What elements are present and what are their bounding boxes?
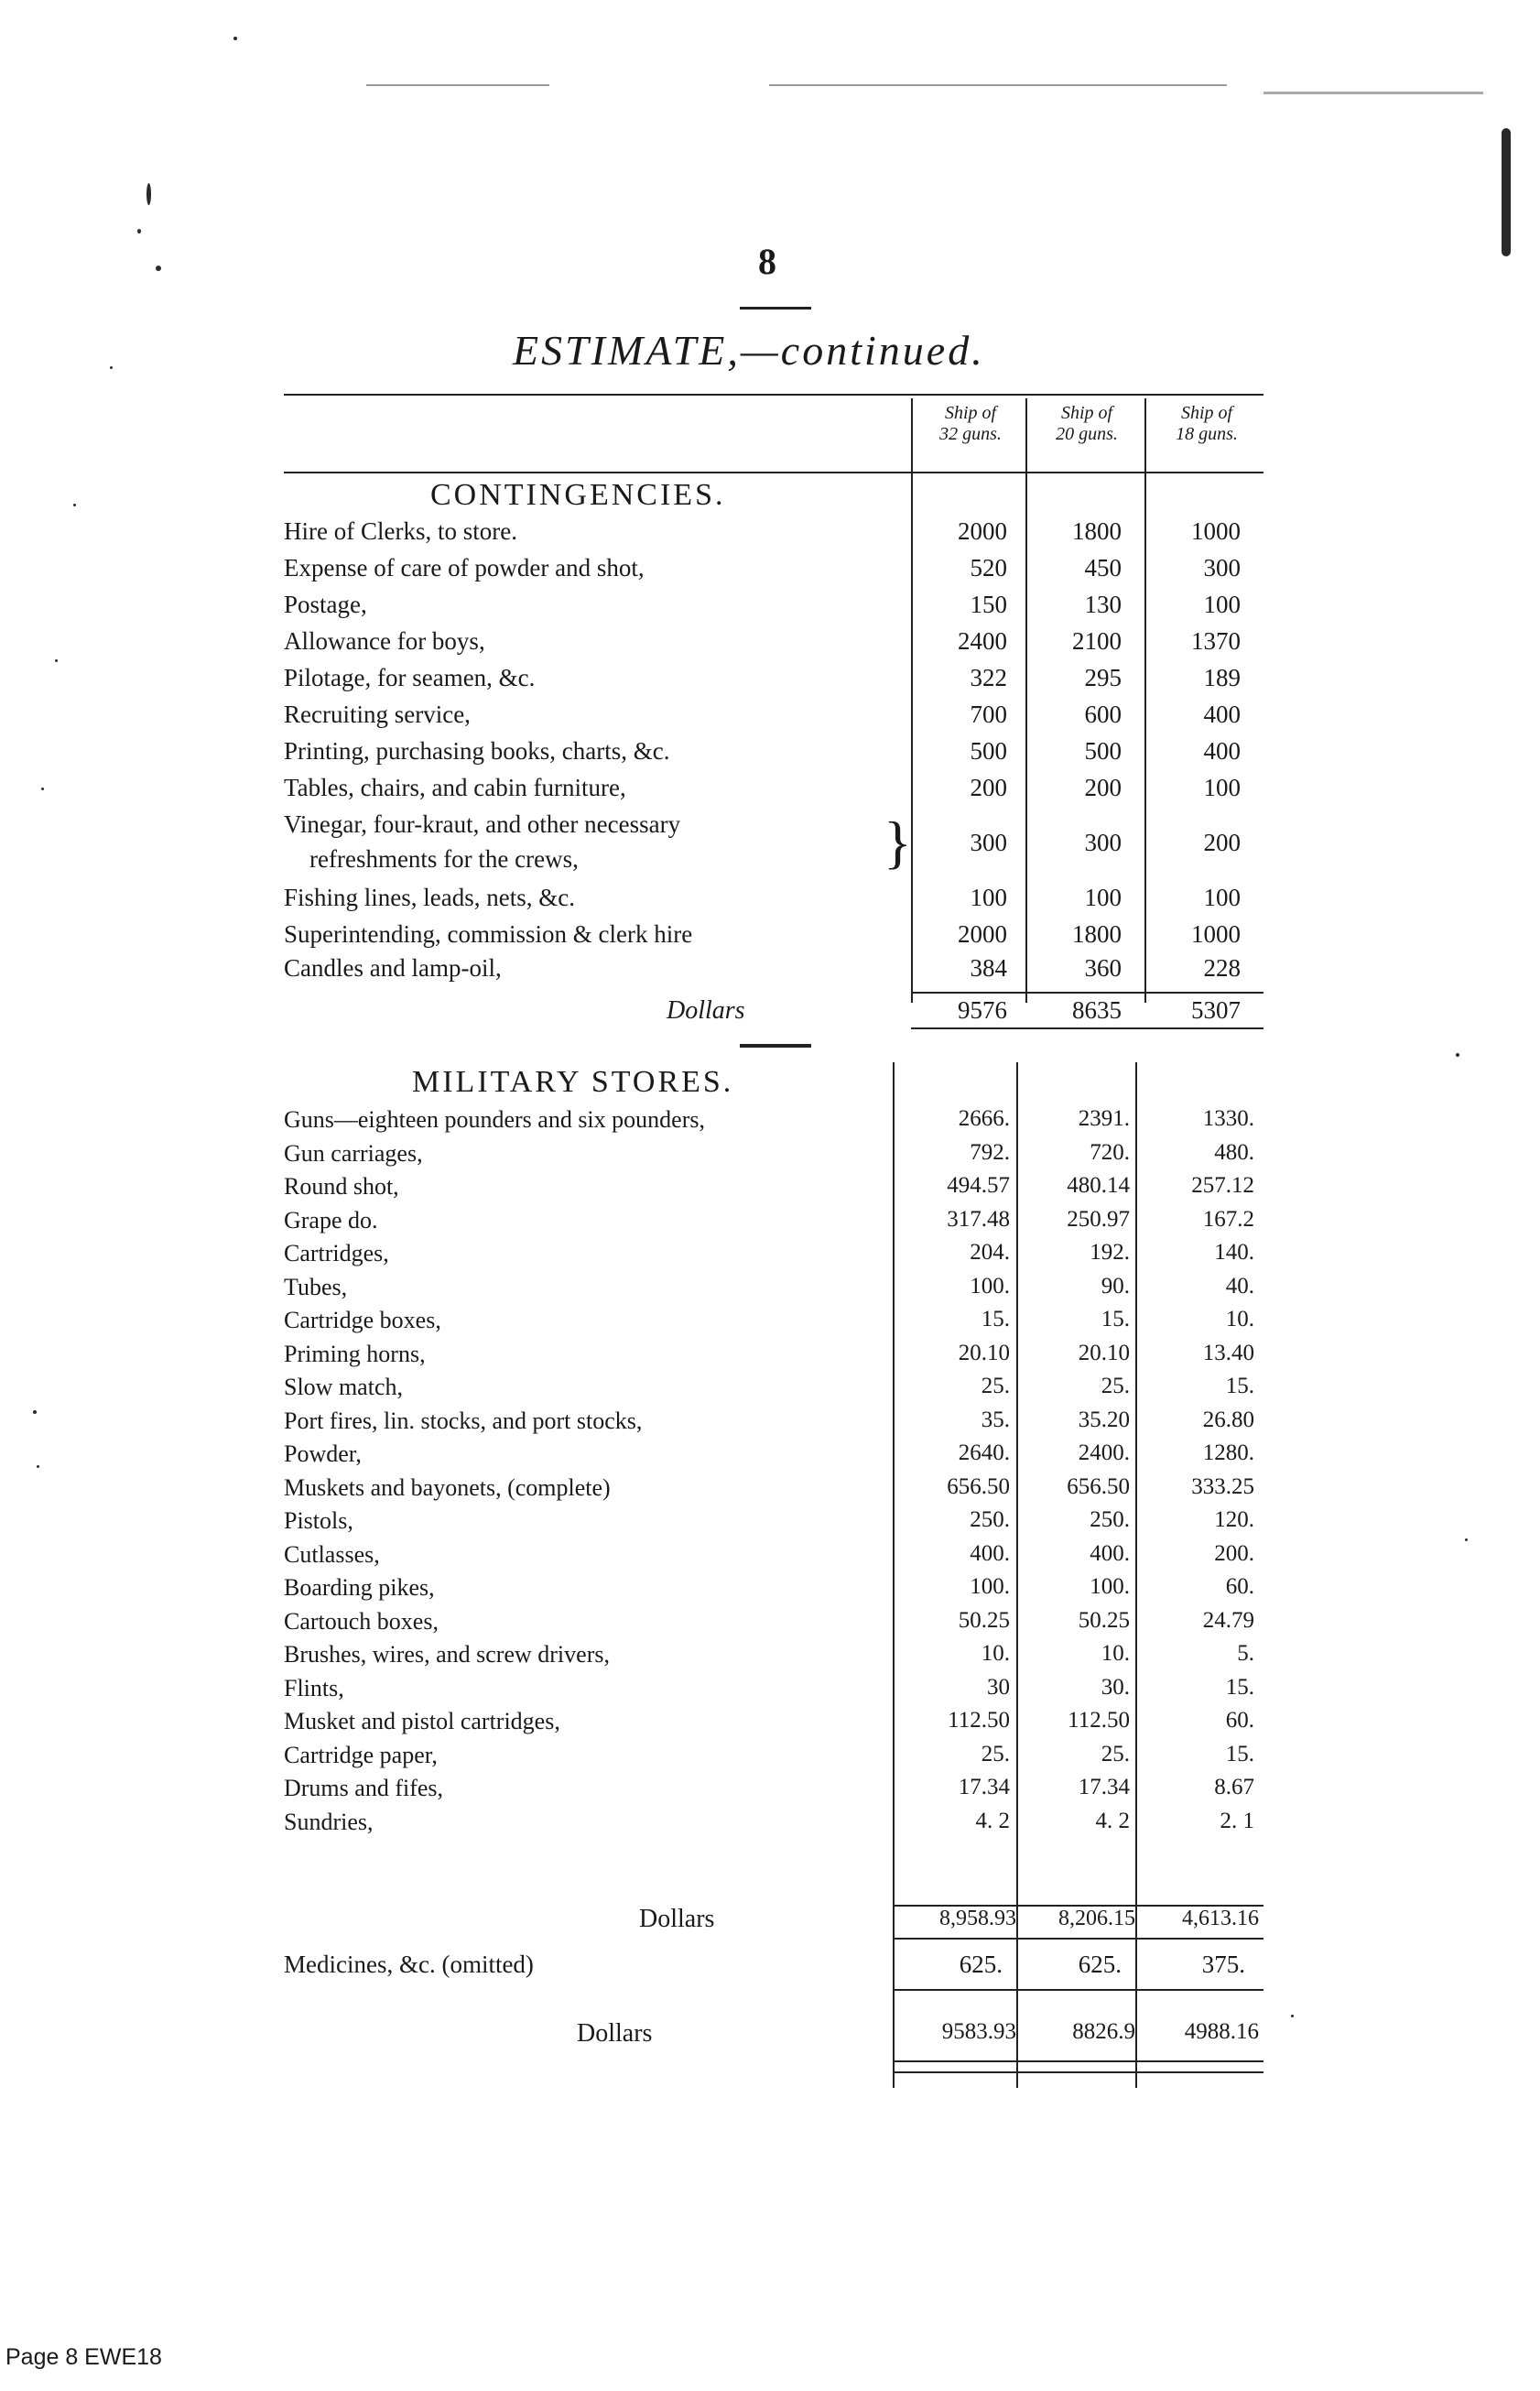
value-cell: 2391. bbox=[1078, 1106, 1130, 1131]
value-cell: 100 bbox=[1084, 884, 1122, 911]
value-cell: 1280. bbox=[1202, 1440, 1254, 1465]
row-label: Port fires, lin. stocks, and port stocks, bbox=[284, 1407, 643, 1434]
row-label: Candles and lamp-oil, bbox=[284, 954, 502, 982]
table-row bbox=[284, 920, 1263, 957]
medicines-value-2: 625. bbox=[1078, 1951, 1122, 1978]
row-label: Tubes, bbox=[284, 1274, 348, 1300]
row-label: Allowance for boys, bbox=[284, 627, 485, 655]
row-label: Musket and pistol cartridges, bbox=[284, 1708, 560, 1734]
grand-total-3: 4988.16 bbox=[1184, 2019, 1259, 2044]
value-cell: 792. bbox=[970, 1140, 1010, 1165]
row-label: Drums and fifes, bbox=[284, 1775, 444, 1801]
table-row bbox=[284, 810, 1263, 884]
value-cell: 35.20 bbox=[1078, 1407, 1130, 1432]
value-cell: 192. bbox=[1090, 1240, 1130, 1265]
value-cell: 1800 bbox=[1072, 517, 1122, 545]
value-cell: 50.25 bbox=[1078, 1608, 1130, 1633]
row-label-continuation: refreshments for the crews, bbox=[309, 845, 579, 873]
table-row bbox=[0, 1809, 1540, 1842]
table-row bbox=[284, 737, 1263, 774]
row-label: Cartridges, bbox=[284, 1240, 389, 1266]
medicines-value-3: 375. bbox=[1201, 1951, 1245, 1978]
section-heading-contingencies: CONTINGENCIES. bbox=[430, 478, 726, 512]
row-label: Fishing lines, leads, nets, &c. bbox=[284, 884, 575, 911]
table-row bbox=[284, 627, 1263, 664]
value-cell: 30. bbox=[1101, 1675, 1130, 1700]
military-total-underline bbox=[893, 1938, 1263, 1940]
table-row bbox=[0, 1742, 1540, 1775]
contingencies-total-1: 9576 bbox=[958, 996, 1007, 1024]
table-row bbox=[0, 1274, 1540, 1307]
row-label: Pilotage, for seamen, &c. bbox=[284, 664, 536, 691]
value-cell: 50.25 bbox=[958, 1608, 1010, 1633]
value-cell: 100 bbox=[970, 884, 1007, 911]
value-cell: 200 bbox=[1203, 829, 1241, 856]
value-cell: 25. bbox=[981, 1742, 1010, 1766]
grand-total-underline bbox=[893, 2060, 1263, 2062]
value-cell: 200 bbox=[1084, 774, 1122, 801]
value-cell: 300 bbox=[1084, 829, 1122, 856]
table-row bbox=[284, 701, 1263, 737]
table-row bbox=[284, 591, 1263, 627]
column-header-1: Ship of 32 guns. bbox=[939, 403, 1002, 444]
value-cell: 100. bbox=[970, 1274, 1010, 1299]
value-cell: 500 bbox=[970, 737, 1007, 765]
value-cell: 700 bbox=[970, 701, 1007, 728]
row-label: Muskets and bayonets, (complete) bbox=[284, 1474, 611, 1501]
value-cell: 1330. bbox=[1202, 1106, 1254, 1131]
estimate-title: ESTIMATE,—continued. bbox=[513, 327, 985, 374]
value-cell: 360 bbox=[1084, 954, 1122, 982]
value-cell: 130 bbox=[1084, 591, 1122, 618]
row-label: Printing, purchasing books, charts, &c. bbox=[284, 737, 670, 765]
value-cell: 204. bbox=[970, 1240, 1010, 1265]
value-cell: 2000 bbox=[958, 517, 1007, 545]
value-cell: 322 bbox=[970, 664, 1007, 691]
row-label: Boarding pikes, bbox=[284, 1574, 435, 1601]
value-cell: 60. bbox=[1225, 1708, 1254, 1733]
row-label: Gun carriages, bbox=[284, 1140, 423, 1167]
value-cell: 1800 bbox=[1072, 920, 1122, 948]
row-label: Slow match, bbox=[284, 1374, 403, 1400]
column-header-3: Ship of 18 guns. bbox=[1176, 403, 1238, 444]
value-cell: 494.57 bbox=[947, 1173, 1010, 1198]
value-cell: 20.10 bbox=[1078, 1341, 1130, 1365]
row-label: Postage, bbox=[284, 591, 367, 618]
value-cell: 25. bbox=[1101, 1374, 1130, 1398]
value-cell: 400 bbox=[1203, 737, 1241, 765]
table-row bbox=[0, 1307, 1540, 1340]
value-cell: 333.25 bbox=[1191, 1474, 1254, 1499]
value-cell: 200. bbox=[1214, 1541, 1254, 1566]
value-cell: 100. bbox=[970, 1574, 1010, 1599]
value-cell: 480. bbox=[1214, 1140, 1254, 1165]
value-cell: 228 bbox=[1203, 954, 1241, 982]
table-row bbox=[0, 1608, 1540, 1641]
brace: } bbox=[884, 810, 912, 875]
value-cell: 10. bbox=[1101, 1641, 1130, 1666]
title-rule bbox=[740, 307, 811, 310]
value-cell: 2000 bbox=[958, 920, 1007, 948]
value-cell: 25. bbox=[981, 1374, 1010, 1398]
table-row bbox=[284, 664, 1263, 701]
value-cell: 112.50 bbox=[1068, 1708, 1130, 1733]
value-cell: 100 bbox=[1203, 884, 1241, 911]
value-cell: 40. bbox=[1225, 1274, 1254, 1299]
table-row bbox=[0, 1207, 1540, 1240]
row-label: Pistols, bbox=[284, 1507, 353, 1534]
page-number: 8 bbox=[758, 241, 776, 282]
value-cell: 30 bbox=[987, 1675, 1010, 1700]
value-cell: 250.97 bbox=[1067, 1207, 1130, 1232]
value-cell: 600 bbox=[1084, 701, 1122, 728]
value-cell: 1000 bbox=[1191, 517, 1241, 545]
table-row bbox=[0, 1641, 1540, 1674]
value-cell: 2. 1 bbox=[1220, 1809, 1254, 1833]
column-header-2: Ship of 20 guns. bbox=[1056, 403, 1118, 444]
grand-total-double-underline bbox=[893, 2071, 1263, 2073]
value-cell: 1370 bbox=[1191, 627, 1241, 655]
row-label: Cartridge boxes, bbox=[284, 1307, 441, 1333]
row-label: Expense of care of powder and shot, bbox=[284, 554, 645, 581]
table-row bbox=[0, 1708, 1540, 1741]
value-cell: 250. bbox=[1090, 1507, 1130, 1532]
value-cell: 35. bbox=[981, 1407, 1010, 1432]
table-row bbox=[0, 1675, 1540, 1708]
table-top-rule bbox=[284, 394, 1263, 396]
grand-total-2: 8826.9 bbox=[1072, 2019, 1135, 2044]
value-cell: 4. 2 bbox=[975, 1809, 1010, 1833]
value-cell: 15. bbox=[1225, 1742, 1254, 1766]
table-row bbox=[284, 554, 1263, 591]
value-cell: 100. bbox=[1090, 1574, 1130, 1599]
table-row bbox=[0, 1173, 1540, 1206]
value-cell: 13.40 bbox=[1202, 1341, 1254, 1365]
value-cell: 656.50 bbox=[947, 1474, 1010, 1499]
value-cell: 24.79 bbox=[1202, 1608, 1254, 1633]
grand-total-1: 9583.93 bbox=[941, 2019, 1016, 2044]
medicines-value-1: 625. bbox=[959, 1951, 1003, 1978]
row-label: Cutlasses, bbox=[284, 1541, 380, 1568]
table-row bbox=[0, 1440, 1540, 1473]
value-cell: 112.50 bbox=[948, 1708, 1010, 1733]
table-row bbox=[284, 517, 1263, 554]
row-label: Guns—eighteen pounders and six pounders, bbox=[284, 1106, 705, 1133]
section-heading-military-stores: MILITARY STORES. bbox=[412, 1065, 734, 1099]
value-cell: 189 bbox=[1203, 664, 1241, 691]
contingencies-total-underline bbox=[911, 1027, 1263, 1029]
row-label: Priming horns, bbox=[284, 1341, 426, 1367]
value-cell: 2666. bbox=[958, 1106, 1010, 1131]
row-label: Vinegar, four-kraut, and other necessary bbox=[284, 810, 681, 838]
table-row bbox=[0, 1374, 1540, 1407]
value-cell: 300 bbox=[1203, 554, 1241, 581]
value-cell: 400 bbox=[1203, 701, 1241, 728]
table-row bbox=[0, 1106, 1540, 1139]
row-label: Brushes, wires, and screw drivers, bbox=[284, 1641, 610, 1668]
value-cell: 17.34 bbox=[1078, 1775, 1130, 1799]
header-bottom-rule bbox=[284, 472, 1263, 473]
military-total-3: 4,613.16 bbox=[1182, 1907, 1259, 1930]
contingencies-total-label: Dollars bbox=[667, 996, 745, 1025]
value-cell: 167.2 bbox=[1202, 1207, 1254, 1232]
row-label: Flints, bbox=[284, 1675, 344, 1701]
row-label: Grape do. bbox=[284, 1207, 378, 1234]
contingencies-sum-rule bbox=[911, 992, 1263, 994]
medicines-row-label: Medicines, &c. (omitted) bbox=[284, 1951, 534, 1978]
table-row bbox=[0, 1240, 1540, 1273]
row-label: Recruiting service, bbox=[284, 701, 471, 728]
value-cell: 400. bbox=[970, 1541, 1010, 1566]
value-cell: 257.12 bbox=[1191, 1173, 1254, 1198]
value-cell: 10. bbox=[981, 1641, 1010, 1666]
table-row bbox=[0, 1574, 1540, 1607]
value-cell: 250. bbox=[970, 1507, 1010, 1532]
value-cell: 480.14 bbox=[1067, 1173, 1130, 1198]
value-cell: 2400 bbox=[958, 627, 1007, 655]
value-cell: 26.80 bbox=[1202, 1407, 1254, 1432]
value-cell: 2100 bbox=[1072, 627, 1122, 655]
table-row bbox=[0, 1140, 1540, 1173]
value-cell: 90. bbox=[1101, 1274, 1130, 1299]
row-label: Powder, bbox=[284, 1440, 362, 1467]
value-cell: 10. bbox=[1225, 1307, 1254, 1331]
value-cell: 60. bbox=[1225, 1574, 1254, 1599]
page-footer-label: Page 8 EWE18 bbox=[5, 2344, 162, 2370]
row-label: Hire of Clerks, to store. bbox=[284, 517, 517, 545]
value-cell: 150 bbox=[970, 591, 1007, 618]
value-cell: 15. bbox=[1225, 1374, 1254, 1398]
value-cell: 17.34 bbox=[958, 1775, 1010, 1799]
value-cell: 2640. bbox=[958, 1440, 1010, 1465]
value-cell: 120. bbox=[1214, 1507, 1254, 1532]
value-cell: 15. bbox=[1101, 1307, 1130, 1331]
table-row bbox=[0, 1407, 1540, 1440]
table-row bbox=[284, 884, 1263, 920]
row-label: Superintending, commission & clerk hire bbox=[284, 920, 693, 948]
table-row bbox=[0, 1775, 1540, 1808]
military-total-label: Dollars bbox=[639, 1905, 715, 1933]
value-cell: 1000 bbox=[1191, 920, 1241, 948]
row-label: Cartridge paper, bbox=[284, 1742, 438, 1768]
value-cell: 500 bbox=[1084, 737, 1122, 765]
row-label: Round shot, bbox=[284, 1173, 399, 1200]
value-cell: 520 bbox=[970, 554, 1007, 581]
contingencies-total-2: 8635 bbox=[1072, 996, 1122, 1024]
value-cell: 20.10 bbox=[958, 1341, 1010, 1365]
value-cell: 140. bbox=[1214, 1240, 1254, 1265]
table-row bbox=[0, 1507, 1540, 1540]
value-cell: 8.67 bbox=[1214, 1775, 1254, 1799]
value-cell: 450 bbox=[1084, 554, 1122, 581]
value-cell: 384 bbox=[970, 954, 1007, 982]
table-row bbox=[284, 774, 1263, 810]
value-cell: 295 bbox=[1084, 664, 1122, 691]
value-cell: 15. bbox=[1225, 1675, 1254, 1700]
value-cell: 100 bbox=[1203, 774, 1241, 801]
value-cell: 15. bbox=[981, 1307, 1010, 1331]
military-total-1: 8,958.93 bbox=[939, 1907, 1016, 1930]
value-cell: 4. 2 bbox=[1095, 1809, 1130, 1833]
table-row bbox=[0, 1341, 1540, 1374]
grand-total-label: Dollars bbox=[577, 2019, 653, 2048]
military-total-2: 8,206.15 bbox=[1058, 1907, 1135, 1930]
value-cell: 300 bbox=[970, 829, 1007, 856]
value-cell: 25. bbox=[1101, 1742, 1130, 1766]
table-row bbox=[0, 1541, 1540, 1574]
row-label: Sundries, bbox=[284, 1809, 374, 1835]
value-cell: 2400. bbox=[1078, 1440, 1130, 1465]
value-cell: 656.50 bbox=[1067, 1474, 1130, 1499]
value-cell: 317.48 bbox=[947, 1207, 1010, 1232]
value-cell: 400. bbox=[1090, 1541, 1130, 1566]
medicines-underline bbox=[893, 1989, 1263, 1991]
table-row bbox=[284, 954, 1263, 991]
value-cell: 720. bbox=[1090, 1140, 1130, 1165]
contingencies-total-3: 5307 bbox=[1191, 996, 1241, 1024]
table-row bbox=[0, 1474, 1540, 1507]
value-cell: 5. bbox=[1237, 1641, 1254, 1666]
row-label: Tables, chairs, and cabin furniture, bbox=[284, 774, 626, 801]
section-separator bbox=[740, 1044, 811, 1048]
value-cell: 100 bbox=[1203, 591, 1241, 618]
value-cell: 200 bbox=[970, 774, 1007, 801]
row-label: Cartouch boxes, bbox=[284, 1608, 439, 1635]
